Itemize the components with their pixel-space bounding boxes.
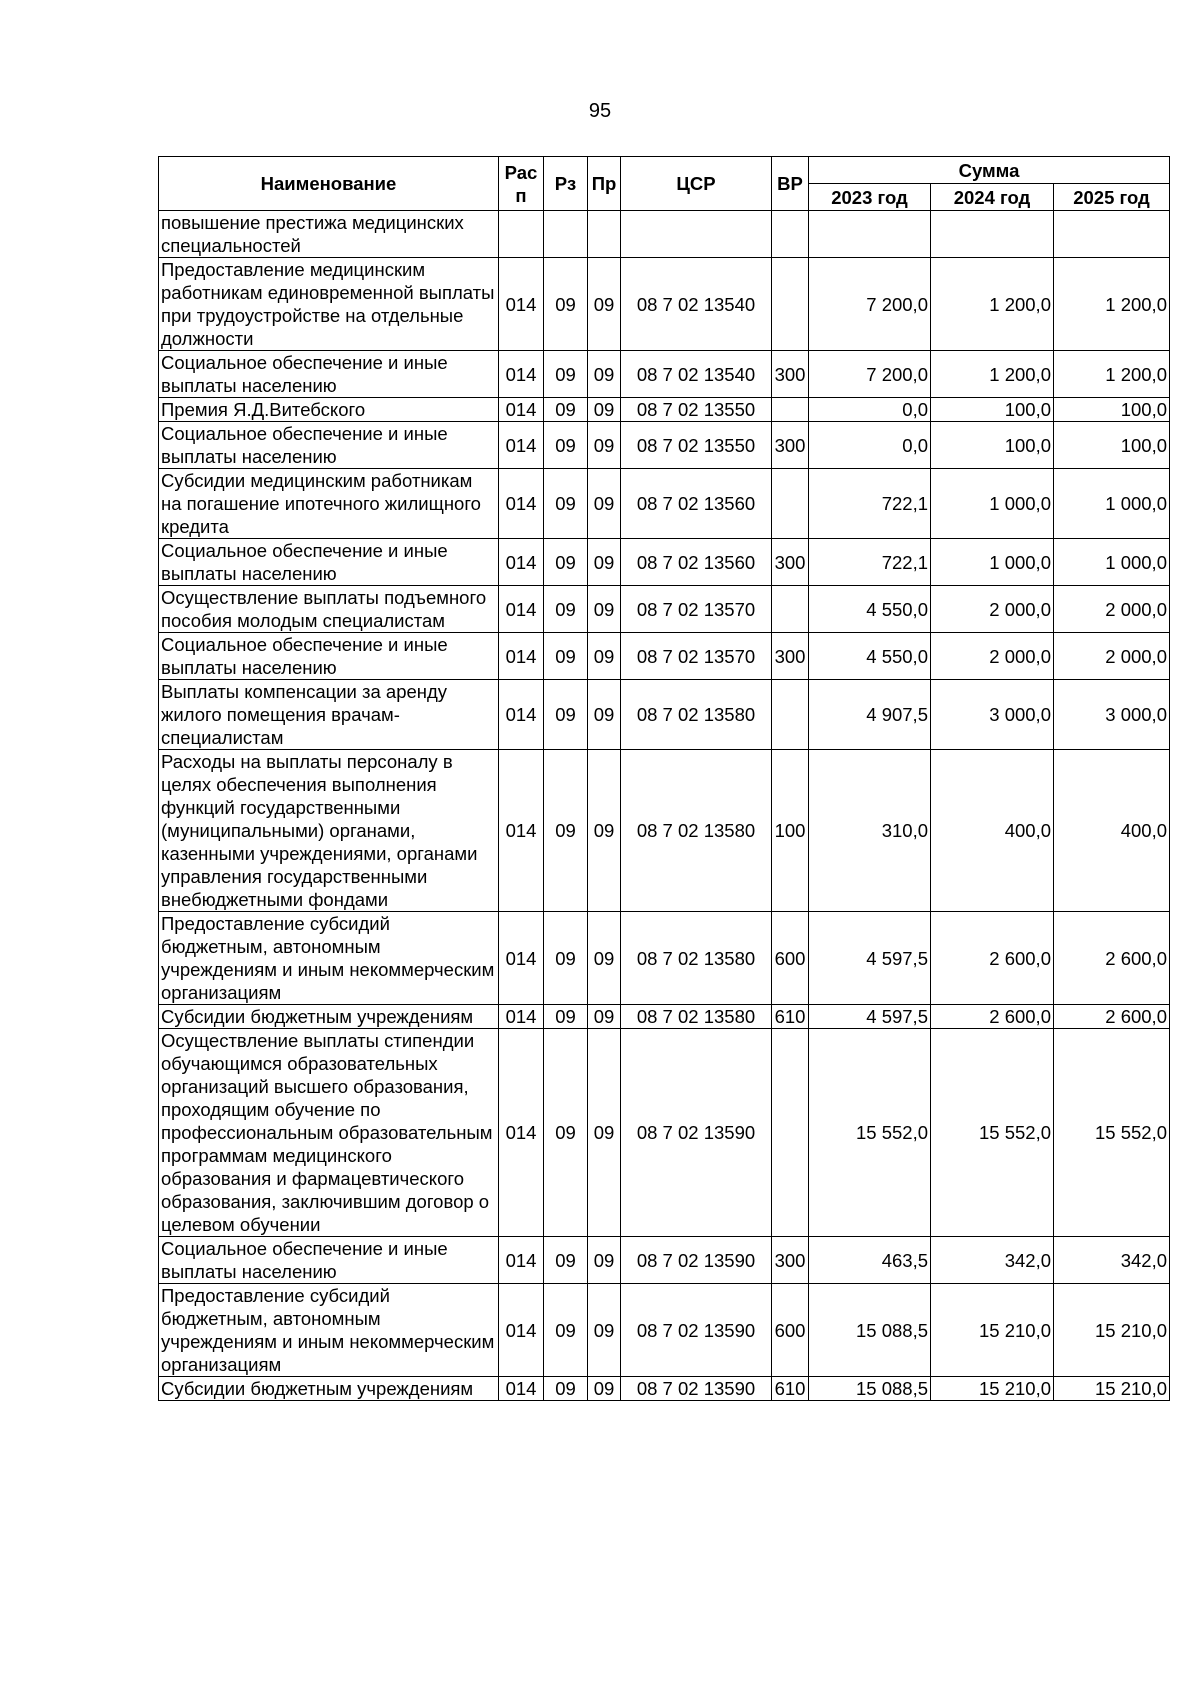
cell-y2024: 15 552,0	[931, 1029, 1054, 1237]
cell-rz: 09	[544, 633, 588, 680]
cell-rz: 09	[544, 912, 588, 1005]
cell-rasp: 014	[499, 1237, 544, 1284]
cell-pr: 09	[588, 680, 621, 750]
cell-rz: 09	[544, 1029, 588, 1237]
cell-name: Субсидии бюджетным учреждениям	[159, 1377, 499, 1401]
cell-y2024: 100,0	[931, 398, 1054, 422]
cell-y2023: 722,1	[809, 469, 931, 539]
cell-y2025: 15 210,0	[1054, 1284, 1170, 1377]
cell-y2024: 1 000,0	[931, 539, 1054, 586]
cell-pr: 09	[588, 539, 621, 586]
cell-csr: 08 7 02 13580	[621, 912, 772, 1005]
cell-vr	[772, 211, 809, 258]
cell-csr: 08 7 02 13580	[621, 1005, 772, 1029]
cell-vr	[772, 258, 809, 351]
cell-pr: 09	[588, 258, 621, 351]
cell-y2025: 2 600,0	[1054, 912, 1170, 1005]
cell-rz: 09	[544, 750, 588, 912]
cell-csr: 08 7 02 13570	[621, 586, 772, 633]
cell-name: Выплаты компенсации за аренду жилого помещения врачам-специалистам	[159, 680, 499, 750]
cell-y2025: 342,0	[1054, 1237, 1170, 1284]
cell-y2023: 4 907,5	[809, 680, 931, 750]
cell-rz: 09	[544, 586, 588, 633]
cell-vr	[772, 469, 809, 539]
budget-table	[158, 156, 1170, 1401]
header-2024: 2024 год	[931, 184, 1054, 211]
cell-y2024: 2 600,0	[931, 912, 1054, 1005]
cell-name: Осуществление выплаты стипендии обучающимся образовательных организаций высшего образования, проходящим обучение по профессиональным образовательным программам медицинского образования и фармацевтического образования, заключившим договор о целевом обучении	[159, 1029, 499, 1237]
cell-y2023: 15 088,5	[809, 1284, 931, 1377]
cell-name: повышение престижа медицинских специальностей	[159, 211, 499, 258]
header-pr: Пр	[588, 157, 621, 211]
cell-name: Социальное обеспечение и иные выплаты населению	[159, 1237, 499, 1284]
cell-pr: 09	[588, 633, 621, 680]
cell-name: Предоставление медицинским работникам единовременной выплаты при трудоустройстве на отдельные должности	[159, 258, 499, 351]
cell-y2025: 3 000,0	[1054, 680, 1170, 750]
table-row	[159, 680, 1170, 750]
cell-rasp: 014	[499, 750, 544, 912]
cell-rasp: 014	[499, 1005, 544, 1029]
cell-y2023: 310,0	[809, 750, 931, 912]
table-row	[159, 1005, 1170, 1029]
cell-pr	[588, 211, 621, 258]
cell-y2025: 100,0	[1054, 422, 1170, 469]
cell-rasp: 014	[499, 469, 544, 539]
cell-y2025: 2 000,0	[1054, 586, 1170, 633]
cell-rasp: 014	[499, 351, 544, 398]
cell-y2023: 4 550,0	[809, 633, 931, 680]
cell-csr: 08 7 02 13590	[621, 1029, 772, 1237]
table-row	[159, 398, 1170, 422]
cell-rz: 09	[544, 1005, 588, 1029]
cell-pr: 09	[588, 351, 621, 398]
table-row	[159, 750, 1170, 912]
cell-rasp: 014	[499, 680, 544, 750]
table-row	[159, 539, 1170, 586]
cell-rasp: 014	[499, 398, 544, 422]
cell-vr: 600	[772, 1284, 809, 1377]
cell-rz: 09	[544, 1237, 588, 1284]
cell-y2024: 2 000,0	[931, 586, 1054, 633]
header-vr: ВР	[772, 157, 809, 211]
cell-vr: 300	[772, 633, 809, 680]
table-header	[159, 157, 1170, 211]
cell-y2023: 4 550,0	[809, 586, 931, 633]
cell-rasp: 014	[499, 912, 544, 1005]
cell-pr: 09	[588, 1284, 621, 1377]
cell-name: Социальное обеспечение и иные выплаты населению	[159, 422, 499, 469]
cell-y2023	[809, 211, 931, 258]
cell-vr: 600	[772, 912, 809, 1005]
cell-y2024: 1 000,0	[931, 469, 1054, 539]
cell-rasp: 014	[499, 586, 544, 633]
cell-pr: 09	[588, 398, 621, 422]
cell-rasp: 014	[499, 258, 544, 351]
cell-rasp: 014	[499, 422, 544, 469]
cell-y2025: 1 200,0	[1054, 258, 1170, 351]
cell-vr: 300	[772, 422, 809, 469]
cell-rasp: 014	[499, 1377, 544, 1401]
cell-rz: 09	[544, 469, 588, 539]
cell-y2024: 1 200,0	[931, 351, 1054, 398]
page-number: 95	[588, 100, 612, 122]
cell-y2023: 4 597,5	[809, 912, 931, 1005]
cell-vr	[772, 680, 809, 750]
cell-rasp: 014	[499, 1029, 544, 1237]
cell-y2024: 400,0	[931, 750, 1054, 912]
table-row	[159, 422, 1170, 469]
cell-name: Социальное обеспечение и иные выплаты населению	[159, 633, 499, 680]
cell-name: Социальное обеспечение и иные выплаты населению	[159, 539, 499, 586]
cell-rz: 09	[544, 351, 588, 398]
cell-csr: 08 7 02 13540	[621, 351, 772, 398]
cell-y2024	[931, 211, 1054, 258]
table-row	[159, 912, 1170, 1005]
cell-pr: 09	[588, 1377, 621, 1401]
cell-rasp: 014	[499, 539, 544, 586]
cell-vr: 300	[772, 539, 809, 586]
table-row	[159, 469, 1170, 539]
cell-y2024: 15 210,0	[931, 1284, 1054, 1377]
cell-y2024: 100,0	[931, 422, 1054, 469]
cell-rasp	[499, 211, 544, 258]
cell-csr: 08 7 02 13540	[621, 258, 772, 351]
table-row	[159, 351, 1170, 398]
header-2023: 2023 год	[809, 184, 931, 211]
cell-y2025	[1054, 211, 1170, 258]
table-row	[159, 586, 1170, 633]
cell-name: Осуществление выплаты подъемного пособия молодым специалистам	[159, 586, 499, 633]
cell-y2024: 2 000,0	[931, 633, 1054, 680]
cell-pr: 09	[588, 422, 621, 469]
cell-pr: 09	[588, 1029, 621, 1237]
cell-y2025: 15 210,0	[1054, 1377, 1170, 1401]
cell-csr: 08 7 02 13570	[621, 633, 772, 680]
cell-name: Субсидии медицинским работникам на погашение ипотечного жилищного кредита	[159, 469, 499, 539]
cell-vr: 100	[772, 750, 809, 912]
cell-name: Предоставление субсидий бюджетным, автономным учреждениям и иным некоммерческим организациям	[159, 1284, 499, 1377]
cell-name: Расходы на выплаты персоналу в целях обеспечения выполнения функций государственными (муниципальными) органами, казенными учреждениями, органами управления государственными внебюджетными фондами	[159, 750, 499, 912]
table-row	[159, 211, 1170, 258]
header-rz: Рз	[544, 157, 588, 211]
header-2025: 2025 год	[1054, 184, 1170, 211]
cell-rz: 09	[544, 680, 588, 750]
cell-pr: 09	[588, 1005, 621, 1029]
table-row	[159, 1029, 1170, 1237]
cell-rz: 09	[544, 398, 588, 422]
cell-y2025: 1 000,0	[1054, 539, 1170, 586]
cell-rz: 09	[544, 1284, 588, 1377]
cell-rz: 09	[544, 1377, 588, 1401]
cell-name: Субсидии бюджетным учреждениям	[159, 1005, 499, 1029]
cell-vr	[772, 398, 809, 422]
cell-y2025: 400,0	[1054, 750, 1170, 912]
cell-y2024: 1 200,0	[931, 258, 1054, 351]
cell-rz: 09	[544, 539, 588, 586]
cell-y2025: 1 000,0	[1054, 469, 1170, 539]
header-sum: Сумма	[809, 157, 1170, 184]
cell-pr: 09	[588, 750, 621, 912]
cell-rasp: 014	[499, 633, 544, 680]
table-row	[159, 1377, 1170, 1401]
cell-csr: 08 7 02 13590	[621, 1237, 772, 1284]
cell-y2023: 0,0	[809, 398, 931, 422]
cell-csr: 08 7 02 13580	[621, 750, 772, 912]
cell-vr: 610	[772, 1377, 809, 1401]
cell-csr: 08 7 02 13560	[621, 539, 772, 586]
cell-vr: 300	[772, 351, 809, 398]
cell-y2023: 15 552,0	[809, 1029, 931, 1237]
cell-y2025: 2 000,0	[1054, 633, 1170, 680]
cell-y2023: 7 200,0	[809, 351, 931, 398]
cell-y2024: 342,0	[931, 1237, 1054, 1284]
cell-vr	[772, 1029, 809, 1237]
cell-y2023: 15 088,5	[809, 1377, 931, 1401]
cell-y2024: 2 600,0	[931, 1005, 1054, 1029]
cell-y2023: 722,1	[809, 539, 931, 586]
cell-vr: 610	[772, 1005, 809, 1029]
cell-rz: 09	[544, 258, 588, 351]
cell-rz	[544, 211, 588, 258]
cell-name: Предоставление субсидий бюджетным, автономным учреждениям и иным некоммерческим организациям	[159, 912, 499, 1005]
cell-y2023: 4 597,5	[809, 1005, 931, 1029]
cell-rasp: 014	[499, 1284, 544, 1377]
cell-pr: 09	[588, 912, 621, 1005]
table-row	[159, 633, 1170, 680]
cell-pr: 09	[588, 586, 621, 633]
cell-csr: 08 7 02 13590	[621, 1377, 772, 1401]
cell-y2023: 463,5	[809, 1237, 931, 1284]
table-row	[159, 1237, 1170, 1284]
table-body	[159, 211, 1170, 1401]
table-row	[159, 258, 1170, 351]
header-csr: ЦСР	[621, 157, 772, 211]
cell-pr: 09	[588, 469, 621, 539]
header-rasp: Рас п	[499, 157, 544, 211]
cell-csr: 08 7 02 13590	[621, 1284, 772, 1377]
cell-name: Премия Я.Д.Витебского	[159, 398, 499, 422]
cell-vr	[772, 586, 809, 633]
cell-y2025: 2 600,0	[1054, 1005, 1170, 1029]
cell-y2023: 7 200,0	[809, 258, 931, 351]
cell-vr: 300	[772, 1237, 809, 1284]
cell-y2024: 3 000,0	[931, 680, 1054, 750]
cell-y2025: 1 200,0	[1054, 351, 1170, 398]
cell-name: Социальное обеспечение и иные выплаты населению	[159, 351, 499, 398]
cell-y2023: 0,0	[809, 422, 931, 469]
cell-pr: 09	[588, 1237, 621, 1284]
cell-y2024: 15 210,0	[931, 1377, 1054, 1401]
cell-csr	[621, 211, 772, 258]
header-name: Наименование	[159, 157, 499, 211]
cell-csr: 08 7 02 13550	[621, 422, 772, 469]
cell-csr: 08 7 02 13580	[621, 680, 772, 750]
table-row	[159, 1284, 1170, 1377]
cell-csr: 08 7 02 13560	[621, 469, 772, 539]
cell-rz: 09	[544, 422, 588, 469]
cell-y2025: 15 552,0	[1054, 1029, 1170, 1237]
cell-csr: 08 7 02 13550	[621, 398, 772, 422]
cell-y2025: 100,0	[1054, 398, 1170, 422]
